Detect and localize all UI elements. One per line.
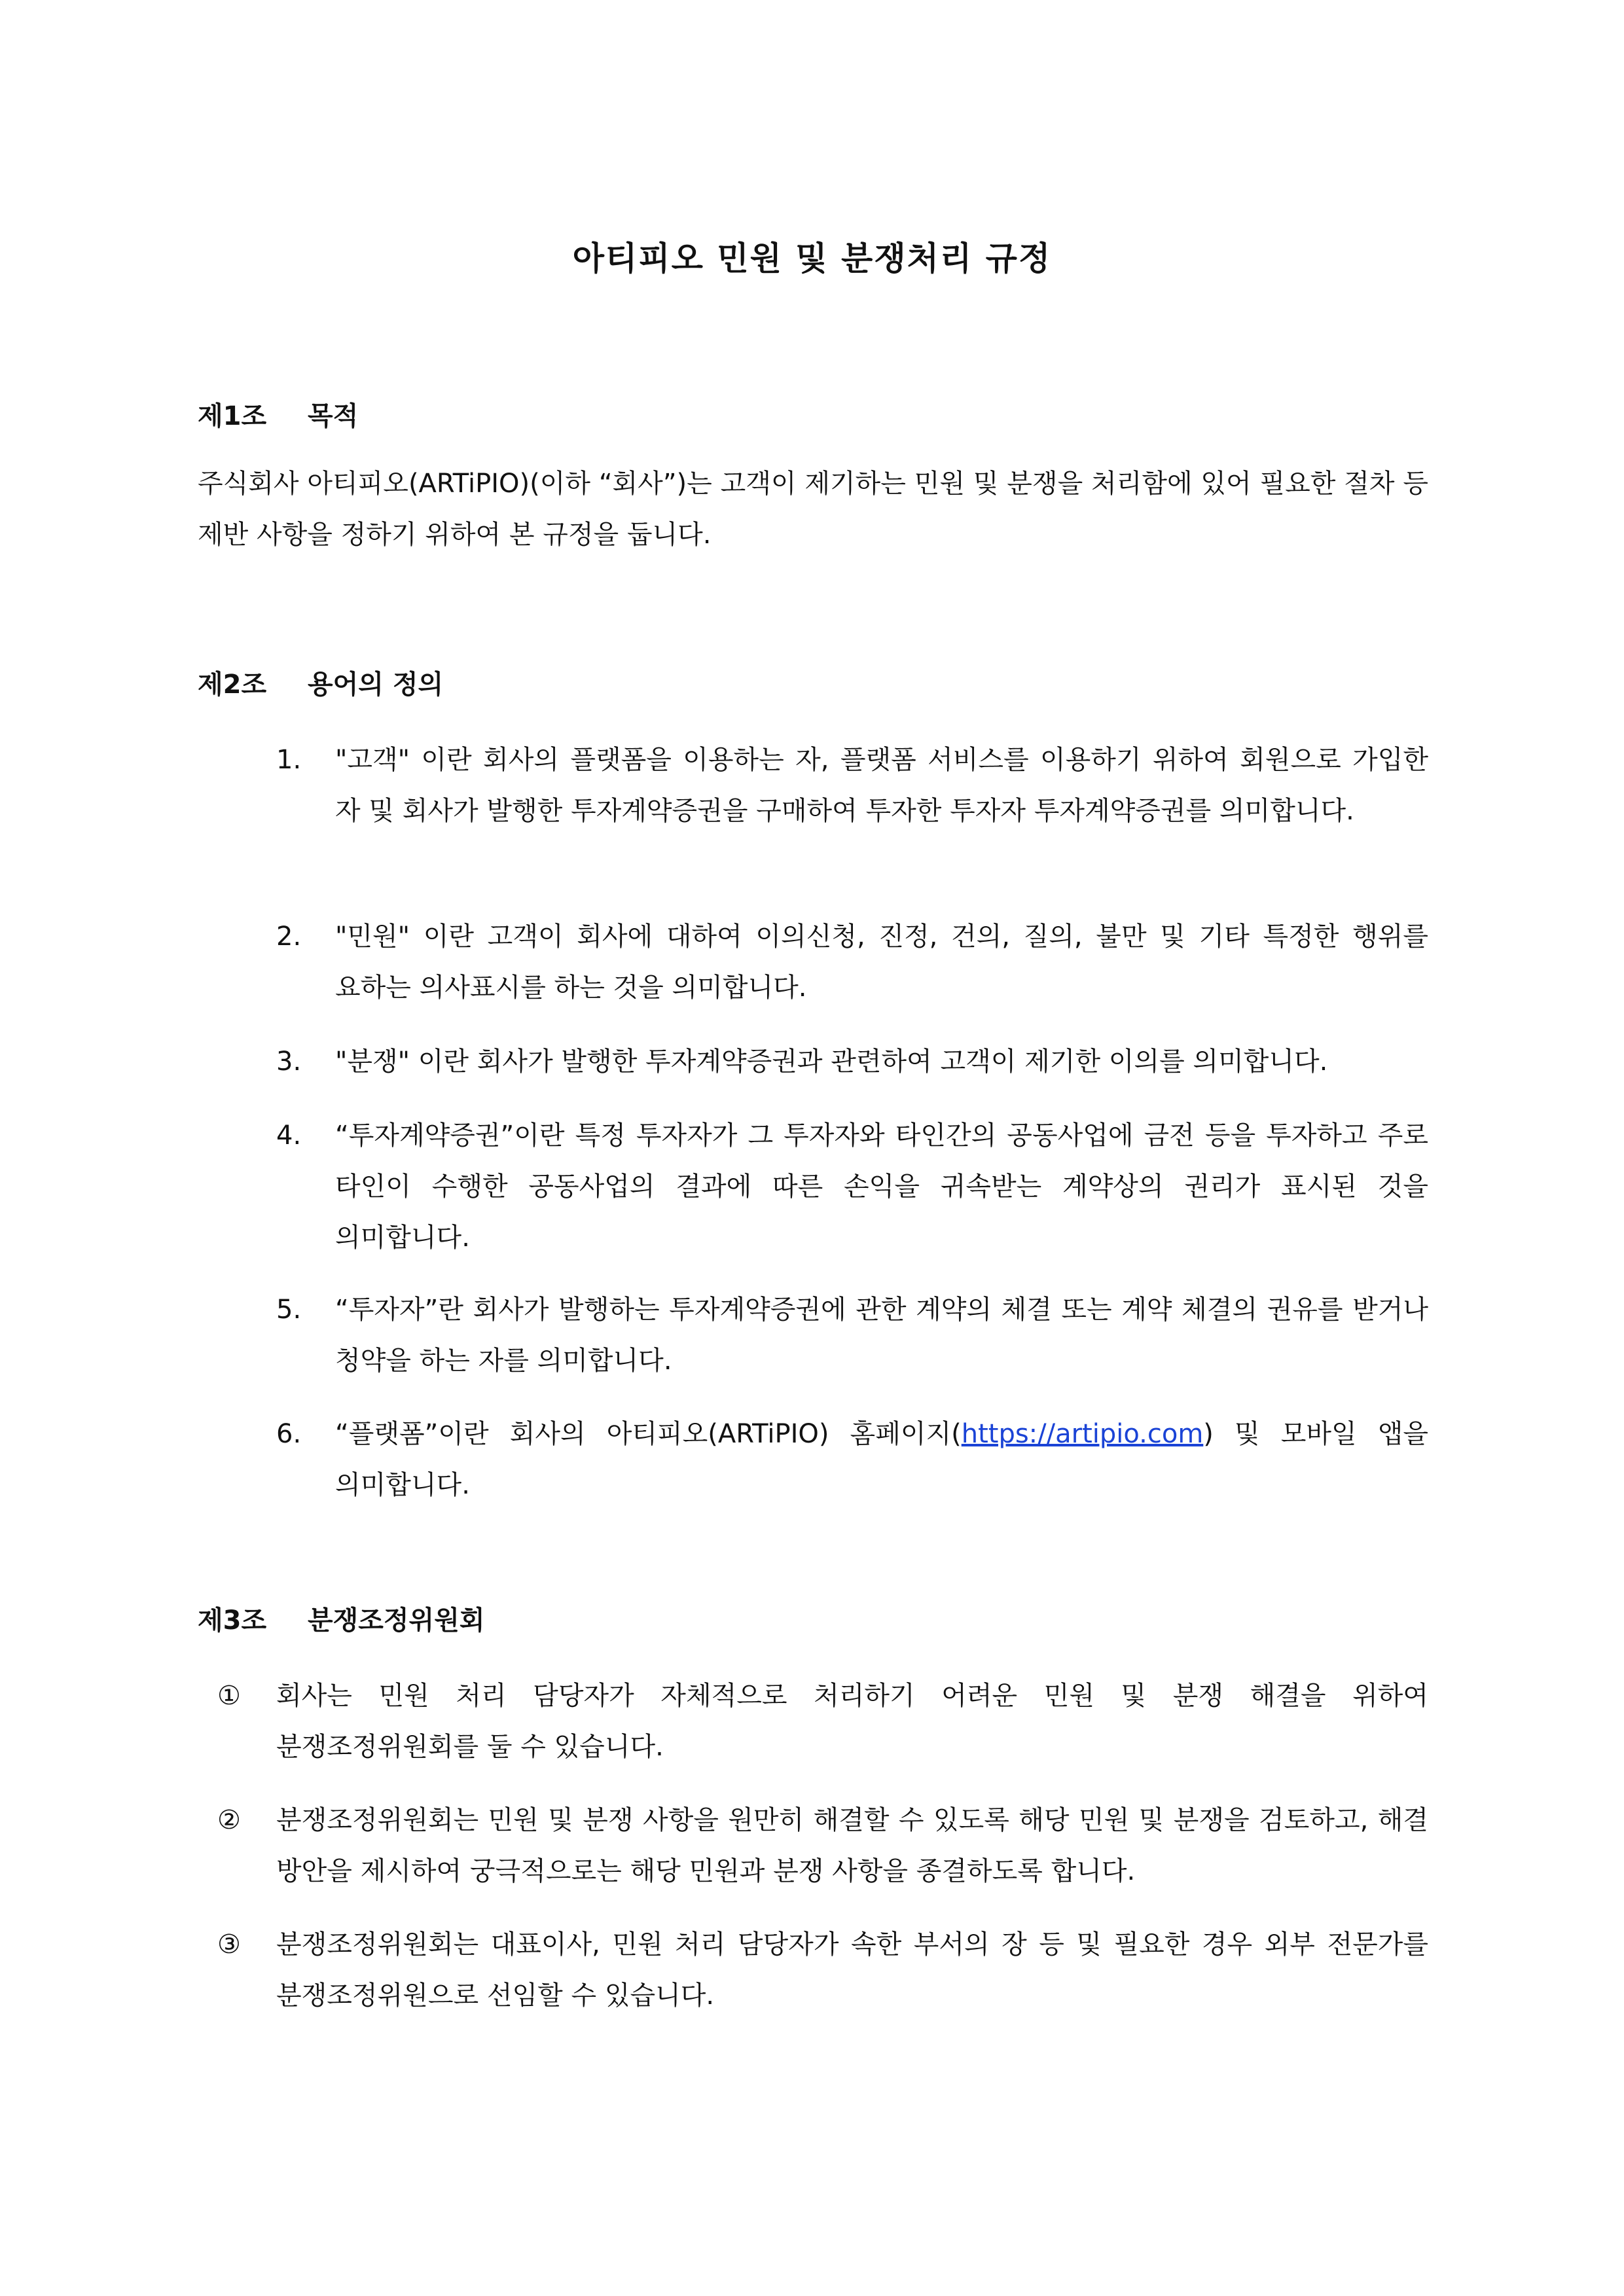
list-item-text: 회사는 민원 처리 담당자가 자체적으로 처리하기 어려운 민원 및 분쟁 해결을 위하여 분쟁조정위원회를 둘 수 있습니다. (276, 1681, 1428, 1762)
list-item-text: 분쟁조정위원회는 대표이사, 민원 처리 담당자가 속한 부서의 장 등 및 필요한 경우 외부 전문가를 분쟁조정위원으로 선임할 수 있습니다. (276, 1929, 1428, 2011)
list-marker: ③ (217, 1929, 241, 1960)
article-title: 목적 (308, 401, 359, 431)
article-1-heading (198, 398, 1428, 435)
list-marker: 3. (276, 1047, 302, 1077)
article-number: 제1조 (198, 401, 267, 431)
list-item-text: "분쟁" 이란 회사가 발행한 투자계약증권과 관련하여 고객이 제기한 이의를 의미합니다. (335, 1047, 1328, 1077)
list-marker: 6. (276, 1419, 302, 1449)
list-marker: ② (217, 1805, 241, 1835)
list-item-text: "민원" 이란 고객이 회사에 대하여 이의신청, 진정, 건의, 질의, 불만 및 기타 특정한 행위를 요하는 의사표시를 하는 것을 의미합니다. (335, 922, 1428, 1003)
article-3-heading (198, 1602, 1428, 1639)
article-title: 분쟁조정위원회 (308, 1605, 485, 1636)
list-item-text: 분쟁조정위원회는 민원 및 분쟁 사항을 원만히 해결할 수 있도록 해당 민원 및 분쟁을 검토하고, 해결 방안을 제시하여 궁극적으로는 해당 민원과 분쟁 사항을 종결하도록 합니다. (276, 1805, 1428, 1886)
list-item-text (335, 1408, 1428, 1511)
list-marker: 1. (276, 745, 302, 775)
list-item-text: "고객" 이란 회사의 플랫폼을 이용하는 자, 플랫폼 서비스를 이용하기 위하여 회원으로 가입한 자 및 회사가 발행한 투자계약증권을 구매하여 투자한 투자자 투자계약증권를 의미합니다. (335, 745, 1428, 826)
list-marker: 4. (276, 1121, 302, 1151)
article-2-heading (198, 666, 1428, 703)
list-item-text: “투자자”란 회사가 발행하는 투자계약증권에 관한 계약의 체결 또는 계약 체결의 권유를 받거나 청약을 하는 자를 의미합니다. (335, 1295, 1428, 1376)
list-item-text: “투자계약증권”이란 특정 투자자가 그 투자자와 타인간의 공동사업에 금전 등을 투자하고 주로 타인이 수행한 공동사업의 결과에 따른 손익을 귀속받는 계약상의 권리가 표시된 것을 의미합니다. (335, 1121, 1428, 1253)
article-number: 제2조 (198, 670, 267, 700)
list-marker: ① (217, 1681, 241, 1711)
homepage-link[interactable]: https://artipio.com (961, 1419, 1204, 1449)
list-item-text-before: “플랫폼”이란 회사의 아티피오(ARTiPIO) 홈페이지( (335, 1419, 962, 1449)
article-title: 용어의 정의 (308, 670, 444, 700)
article-1-paragraph: 주식회사 아티피오(ARTiPIO)(이하 “회사”)는 고객이 제기하는 민원 및 분쟁을 처리함에 있어 필요한 절차 등 제반 사항을 정하기 위하여 본 규정을 둡니다. (198, 469, 1428, 550)
list-marker: 2. (276, 922, 302, 952)
list-marker: 5. (276, 1295, 302, 1325)
list-item-text-after: ) 및 모바일 앱을 의미합니다. (335, 1419, 1428, 1500)
document-title: 아티피오 민원 및 분쟁처리 규정 (572, 240, 1052, 278)
article-number: 제3조 (198, 1605, 267, 1636)
